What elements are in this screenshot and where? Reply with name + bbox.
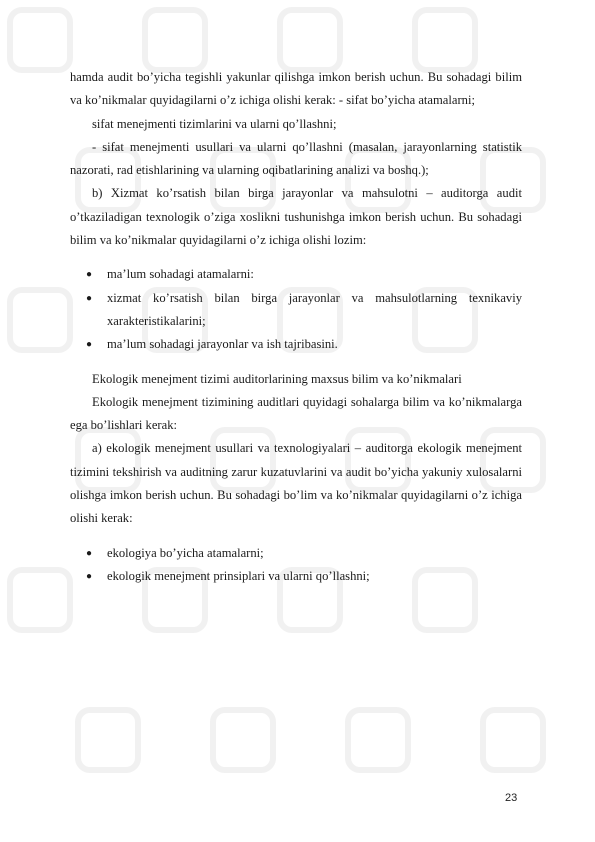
paragraph-1: hamda audit bo’yicha tegishli yakunlar qilishga imkon berish uchun. Bu sohadagi bilim va ko’nikmalar quyidagilarni o’z ichiga olishi kerak: - sifat bo’yicha atamalarni;	[70, 70, 522, 108]
paragraph-2: sifat menejmenti tizimlarini va ularni qo’llashni;	[92, 116, 337, 131]
list-item: ● ma’lum sohadagi atamalarni:	[70, 263, 522, 286]
section-heading: Ekologik menejment tizimi auditorlarining maxsus bilim va ko’nikmalari	[92, 371, 462, 386]
bullet-icon: ●	[86, 292, 93, 304]
list-item: ● ma’lum sohadagi jarayonlar va ish tajribasini.	[70, 333, 522, 356]
bullet-icon: ●	[86, 570, 93, 582]
list-item: ● ekologiya bo’yicha atamalarni;	[70, 542, 522, 565]
bullet-list-1	[70, 263, 522, 356]
bullet-icon: ●	[86, 547, 93, 559]
page-number: 23	[505, 792, 518, 804]
bullet-icon: ●	[86, 339, 93, 351]
paragraph-4: b) Xizmat ko’rsatish bilan birga jarayonlar va mahsulotni – auditorga audit o’tkaziladigan texnologik o’ziga xoslikni tushunishga imkon berish uchun. Bu sohadagi bilim va ko’nikmalar quyidagilarni o’z ichiga olishi lozim:	[70, 186, 522, 248]
paragraph-7: a) ekologik menejment usullari va texnologiyalari – auditorga ekologik menejment tizimini tekshirish va auditning zarur kuzatuvlarini va audit bo’yicha yakuniy xulosalarni olishga imkon berish uchun. Bu sohadagi bo’lim va ko’nikmalar quyidagilarni o’z ichiga olishi kerak:	[70, 441, 522, 526]
paragraph-6: Ekologik menejment tizimining auditlari quyidagi sohalarga bilim va ko’nikmalarga ega bo’lishlari kerak:	[70, 394, 522, 433]
paragraph-3: - sifat menejmenti usullari va ularni qo’llashni (masalan, jarayonlarning statistik nazorati, rad etishlarining va ularning oqibatlarining analizi va boshq.);	[70, 139, 522, 178]
bullet-icon: ●	[86, 269, 93, 281]
list-item: ● xizmat ko’rsatish bilan birga jarayonlar va mahsulotlarning texnikaviy xarakteristikalarini;	[70, 287, 522, 334]
page-body	[70, 66, 522, 588]
list-item: ● ekologik menejment prinsiplari va ularni qo’llashni;	[70, 565, 522, 588]
bullet-list-2	[70, 542, 522, 589]
